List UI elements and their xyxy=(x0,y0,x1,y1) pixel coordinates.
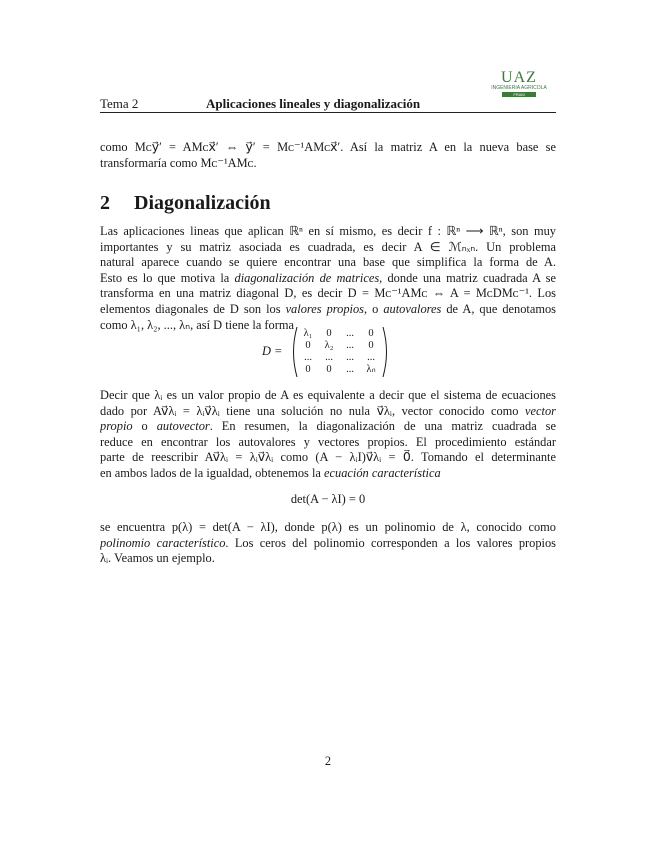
matrix-lhs: D = xyxy=(262,344,283,358)
term-polinomio-caracteristico: polinomio característico xyxy=(100,535,226,550)
p2-line-3-b: o xyxy=(132,419,157,434)
matrix-cell: ... xyxy=(346,340,354,351)
paragraph-2 xyxy=(100,388,556,482)
header-chapter: Tema 2 xyxy=(100,96,139,111)
p3-line-1: se encuentra p(λ) = det(A − λI), donde p(λ) es un polinomio de λ, conocido como xyxy=(100,520,556,534)
matrix-cell: ... xyxy=(304,352,312,363)
term-diagonalizacion: diagonalización de matrices xyxy=(234,270,380,285)
intro-line-1: como Mᴄy⃗′ = AMᴄx⃗′ ⇔ y⃗′ = Mᴄ⁻¹AMᴄx⃗′. Así la matriz A en la nueva base se xyxy=(100,140,556,154)
p1-line-7: como λ₁, λ₂, ..., λₙ, así D tiene la forma xyxy=(100,317,295,332)
logo-wordmark: UAZ xyxy=(501,69,537,86)
p2-line-6-a: en ambos lados de la igualdad, obtenemos la xyxy=(100,465,325,480)
section-title: Diagonalización xyxy=(134,192,271,214)
p1-line-6-a: elementos diagonales de D son los xyxy=(100,301,286,316)
right-paren xyxy=(382,326,391,378)
logo-subtitle: INGENIERÍA AGRÍCOLA xyxy=(491,85,547,91)
p1-line-4 xyxy=(100,271,556,287)
matrix-cell: ... xyxy=(346,352,354,363)
running-header xyxy=(100,96,556,113)
matrix-cell: ... xyxy=(325,352,333,363)
page-number: 2 xyxy=(324,754,332,768)
term-valores-propios: valores propios xyxy=(285,301,364,316)
header-title: Aplicaciones lineales y diagonalización xyxy=(206,96,421,111)
p3-line-3: λᵢ. Veamos un ejemplo. xyxy=(100,551,215,566)
term-autovector: autovector xyxy=(156,419,210,434)
paragraph-1 xyxy=(100,224,556,333)
p1-line-4-a: Esto es lo que motiva la xyxy=(100,270,235,285)
intro-line-2: transformaría como Mᴄ⁻¹AMᴄ. xyxy=(100,155,257,170)
paragraph-3 xyxy=(100,520,556,567)
matrix-cell: λₙ xyxy=(366,364,376,375)
characteristic-equation: det(A − λI) = 0 xyxy=(290,492,366,506)
p2-line-6 xyxy=(100,466,556,482)
p2-line-5: parte de reescribir Av⃗λᵢ = λᵢv⃗λᵢ como (A − λᵢI)v⃗λᵢ = 0⃗. Tomando el determinante xyxy=(100,450,556,465)
term-autovalores: autovalores xyxy=(383,301,442,316)
p2-line-1: Decir que λᵢ es un valor propio de A es equivalente a decir que el sistema de ecuaciones xyxy=(100,388,556,402)
p1-line-4-c: , donde una matriz cuadrada A se xyxy=(379,270,556,285)
p2-line-2 xyxy=(100,404,556,420)
matrix-cell: 0 xyxy=(305,364,311,375)
matrix-cell: λ₂ xyxy=(324,340,334,351)
p3-line-2-b: . Los ceros del polinomio corresponden a los valores propios xyxy=(225,535,556,550)
matrix-cell: 0 xyxy=(305,340,311,351)
p1-line-3: natural aparece cuando se quiere encontrar una base que simplifica la forma de A. xyxy=(100,255,556,270)
left-paren xyxy=(289,326,298,378)
matrix-cell: 0 xyxy=(326,328,332,339)
logo-bar-text: FRAM xyxy=(513,92,525,97)
p1-line-6-c: , o xyxy=(364,301,384,316)
p1-line-1: Las aplicaciones lineas que aplican ℝⁿ en sí mismo, es decir f : ℝⁿ ⟶ ℝⁿ, son muy xyxy=(100,224,556,238)
intro-paragraph xyxy=(100,140,556,171)
matrix-cell: ... xyxy=(367,352,375,363)
p1-line-2: importantes y su matriz asociada es cuadrada, es decir A ∈ ℳₙₓₙ. Un problema xyxy=(100,239,556,254)
p2-line-2-a: dado por Av⃗λᵢ = λᵢv⃗λᵢ tiene una solución no nula v⃗λᵢ, vector conocido como xyxy=(100,403,526,418)
term-vector: vector xyxy=(525,403,556,418)
p2-line-4: reduce en encontrar los autovalores y vectores propios. El procedimiento estándar xyxy=(100,434,556,449)
p2-line-3-d: . En resumen, la diagonalización de una matriz cuadrada se xyxy=(209,419,556,434)
p1-line-6-e: de A, que denotamos xyxy=(441,301,556,316)
matrix-cell: ... xyxy=(346,328,354,339)
p3-line-2 xyxy=(100,536,556,552)
p2-line-3 xyxy=(100,419,556,435)
matrix-cell: 0 xyxy=(368,328,374,339)
section-number: 2 xyxy=(100,192,110,214)
term-ecuacion-caracteristica: ecuación característica xyxy=(324,465,441,480)
p1-line-6 xyxy=(100,302,556,318)
p1-line-5: transforma en una matriz diagonal D, es decir D = Mᴄ⁻¹AMᴄ ⇔ A = MᴄDMᴄ⁻¹. Los xyxy=(100,286,556,301)
matrix-cell: 0 xyxy=(368,340,374,351)
matrix-cell: ... xyxy=(346,364,354,375)
section-heading xyxy=(100,192,271,215)
matrix-cell: λ₁ xyxy=(303,328,313,339)
matrix-cell: 0 xyxy=(326,364,332,375)
term-propio: propio xyxy=(100,419,133,434)
